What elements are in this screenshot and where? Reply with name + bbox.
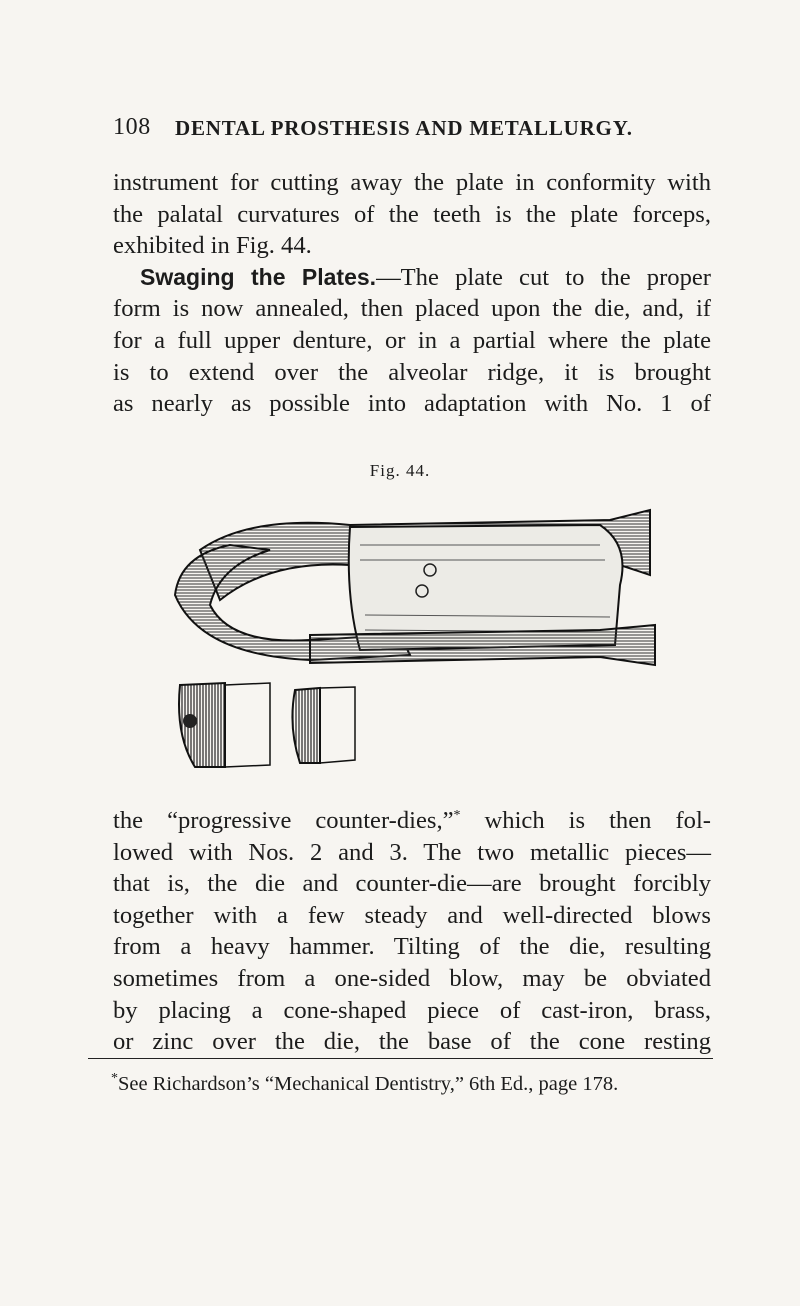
body-text-bottom [113, 805, 711, 1058]
text-line: together with a few steady and well-directed blows [113, 901, 711, 929]
text-line: instrument for cutting away the plate in conformity with [113, 169, 711, 196]
text-line: from a heavy hammer. Tilting of the die, resulting [113, 933, 711, 961]
text-fragment: which is then fol- [460, 807, 711, 834]
footnote [111, 1073, 731, 1096]
text-line: that is, the die and counter-die—are brought forcibly [113, 870, 711, 898]
footnote-rule [88, 1058, 713, 1059]
text-line: is to extend over the alveolar ridge, it is brought [113, 358, 711, 386]
page-number: 108 [113, 114, 151, 140]
text-line: for a full upper denture, or in a partial where the plate [113, 326, 711, 354]
text-line: lowed with Nos. 2 and 3. The two metallic pieces— [113, 838, 711, 866]
footnote-ref: * [453, 807, 461, 823]
text-line: as nearly as possible into adaptation with No. 1 of [113, 390, 711, 418]
plate-forceps-illustration-icon [160, 505, 660, 770]
figure-caption: Fig. 44. [369, 461, 431, 480]
text-line: by placing a cone-shaped piece of cast-iron, brass, [113, 996, 711, 1024]
section-subhead: Swaging the Plates. [140, 263, 377, 290]
text-fragment: the “progressive counter-dies,” [113, 807, 454, 834]
running-title: DENTAL PROSTHESIS AND METALLURGY. [175, 116, 633, 140]
text-line [113, 805, 711, 837]
text-line [113, 262, 711, 294]
footnote-text: See Richardson’s “Mechanical Dentistry,” 6th Ed., page 178. [118, 1073, 619, 1095]
text-line: the palatal curvatures of the teeth is the plate forceps, [113, 200, 711, 228]
text-line: exhibited in Fig. 44. [113, 232, 312, 260]
footnote-marker: * [111, 1071, 118, 1087]
body-text-top [113, 167, 711, 420]
text-fragment: —The plate cut to the proper [376, 263, 711, 291]
text-line: or zinc over the die, the base of the cone resting [113, 1028, 711, 1056]
text-line: form is now annealed, then placed upon the die, and, if [113, 295, 711, 323]
text-line: sometimes from a one-sided blow, may be obviated [113, 964, 711, 992]
